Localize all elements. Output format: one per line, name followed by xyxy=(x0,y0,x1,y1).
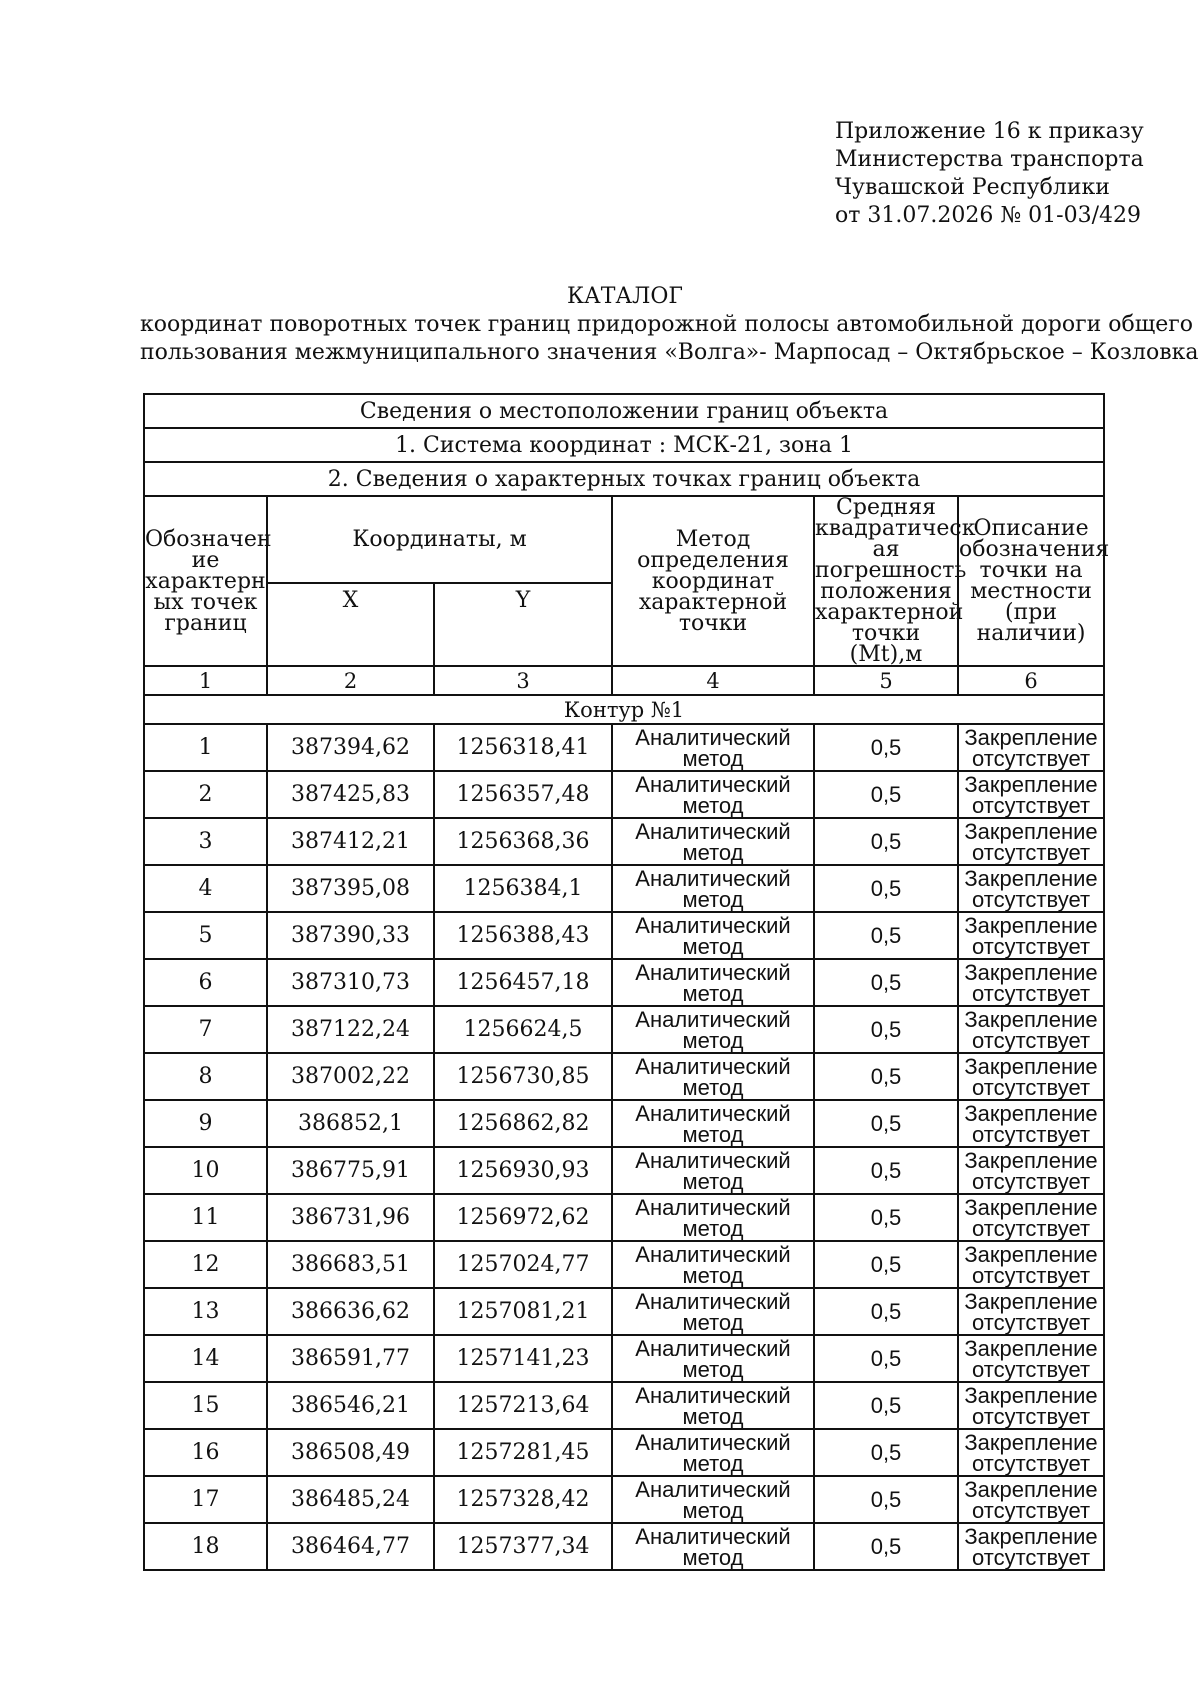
coord-x: 386852,1 xyxy=(267,1100,434,1147)
appendix-line: Приложение 16 к приказу xyxy=(835,119,1144,144)
description-line: Закрепление xyxy=(964,818,1098,844)
table-row xyxy=(144,1335,1104,1382)
method-cell xyxy=(612,1241,814,1288)
table-row xyxy=(144,1429,1104,1476)
header-text: квадратическ xyxy=(815,516,976,541)
header-text: Обозначен xyxy=(145,526,272,552)
table-row xyxy=(144,1476,1104,1523)
coord-system-title: 1. Система координат : МСК-21, зона 1 xyxy=(144,428,1104,462)
method-line: Аналитический xyxy=(635,1053,791,1079)
method-cell xyxy=(612,1100,814,1147)
header-text: Метод xyxy=(675,526,751,552)
method-line: метод xyxy=(682,1215,744,1241)
accuracy-cell: 0,5 xyxy=(814,1147,958,1194)
description-line: Закрепление xyxy=(964,865,1098,891)
method-line: метод xyxy=(682,792,744,818)
method-line: метод xyxy=(682,1121,744,1147)
description-cell xyxy=(958,959,1104,1006)
description-cell xyxy=(958,1147,1104,1194)
point-number: 17 xyxy=(144,1476,267,1523)
coord-x: 387390,33 xyxy=(267,912,434,959)
method-line: Аналитический xyxy=(635,1429,791,1455)
coord-y: 1257328,42 xyxy=(434,1476,612,1523)
table-row xyxy=(144,818,1104,865)
accuracy-cell: 0,5 xyxy=(814,1100,958,1147)
description-cell xyxy=(958,1382,1104,1429)
method-line: метод xyxy=(682,933,744,959)
coord-x: 386546,21 xyxy=(267,1382,434,1429)
accuracy-cell: 0,5 xyxy=(814,771,958,818)
method-cell xyxy=(612,1053,814,1100)
description-cell xyxy=(958,1053,1104,1100)
accuracy-cell: 0,5 xyxy=(814,865,958,912)
method-line: Аналитический xyxy=(635,959,791,985)
method-line: Аналитический xyxy=(635,1335,791,1361)
coord-y: 1257281,45 xyxy=(434,1429,612,1476)
description-line: Закрепление xyxy=(964,1476,1098,1502)
method-cell xyxy=(612,1288,814,1335)
point-number: 13 xyxy=(144,1288,267,1335)
description-line: Закрепление xyxy=(964,1288,1098,1314)
description-line: отсутствует xyxy=(972,1168,1091,1194)
header-text: ых точек xyxy=(153,589,258,615)
description-line: отсутствует xyxy=(972,1497,1091,1523)
method-line: метод xyxy=(682,1497,744,1523)
method-line: Аналитический xyxy=(635,724,791,750)
method-line: метод xyxy=(682,1544,744,1570)
coord-x: 386485,24 xyxy=(267,1476,434,1523)
document-subtitle-line: пользования межмуниципального значения «Волга»- Марпосад – Октябрьское – Козловка xyxy=(140,340,1199,365)
method-line: метод xyxy=(682,1027,744,1053)
accuracy-cell: 0,5 xyxy=(814,1523,958,1570)
description-line: Закрепление xyxy=(964,1194,1098,1220)
description-cell xyxy=(958,1006,1104,1053)
accuracy-cell: 0,5 xyxy=(814,1194,958,1241)
description-line: Закрепление xyxy=(964,1429,1098,1455)
header-text: границ xyxy=(164,610,247,636)
method-line: Аналитический xyxy=(635,1476,791,1502)
method-line: Аналитический xyxy=(635,1382,791,1408)
point-number: 7 xyxy=(144,1006,267,1053)
header-text: определения xyxy=(637,547,789,573)
column-number: 4 xyxy=(612,666,814,695)
header-text: (при xyxy=(1005,600,1058,625)
description-cell xyxy=(958,1476,1104,1523)
header-text: наличии) xyxy=(976,621,1086,646)
appendix-line: Министерства транспорта xyxy=(835,147,1144,172)
coord-y: 1257081,21 xyxy=(434,1288,612,1335)
header-text: Описание xyxy=(973,516,1089,541)
accuracy-cell: 0,5 xyxy=(814,1053,958,1100)
description-cell xyxy=(958,1194,1104,1241)
column-number: 3 xyxy=(434,666,612,695)
method-line: метод xyxy=(682,1262,744,1288)
method-line: Аналитический xyxy=(635,1241,791,1267)
description-line: отсутствует xyxy=(972,933,1091,959)
header-text: координат xyxy=(651,568,775,594)
method-line: Аналитический xyxy=(635,1006,791,1032)
point-number: 18 xyxy=(144,1523,267,1570)
table-row xyxy=(144,724,1104,771)
method-line: метод xyxy=(682,1309,744,1335)
header-text: характерной точки xyxy=(638,589,788,636)
description-cell xyxy=(958,818,1104,865)
method-cell xyxy=(612,724,814,771)
coord-x: 386731,96 xyxy=(267,1194,434,1241)
method-cell xyxy=(612,1147,814,1194)
accuracy-cell: 0,5 xyxy=(814,912,958,959)
method-line: Аналитический xyxy=(635,1147,791,1173)
section-title: Сведения о местоположении границ объекта xyxy=(144,394,1104,428)
point-number: 12 xyxy=(144,1241,267,1288)
point-number: 9 xyxy=(144,1100,267,1147)
appendix-block xyxy=(835,118,1144,230)
coord-x: 387310,73 xyxy=(267,959,434,1006)
header-text: характерной xyxy=(815,600,964,625)
point-number: 3 xyxy=(144,818,267,865)
table-row xyxy=(144,959,1104,1006)
coord-y: 1256457,18 xyxy=(434,959,612,1006)
accuracy-cell: 0,5 xyxy=(814,1335,958,1382)
coord-y: 1256730,85 xyxy=(434,1053,612,1100)
header-text: точки на xyxy=(979,558,1083,583)
table-row xyxy=(144,912,1104,959)
point-number: 5 xyxy=(144,912,267,959)
coord-x: 387412,21 xyxy=(267,818,434,865)
description-cell xyxy=(958,724,1104,771)
table-row xyxy=(144,1147,1104,1194)
header-text: точки (Mt),м xyxy=(849,621,923,667)
description-cell xyxy=(958,1100,1104,1147)
table-row xyxy=(144,1382,1104,1429)
coord-y: 1256357,48 xyxy=(434,771,612,818)
description-line: Закрепление xyxy=(964,959,1098,985)
table-row xyxy=(144,1006,1104,1053)
description-line: отсутствует xyxy=(972,839,1091,865)
description-line: Закрепление xyxy=(964,771,1098,797)
method-line: Аналитический xyxy=(635,771,791,797)
description-line: отсутствует xyxy=(972,1356,1091,1382)
document-heading xyxy=(140,283,1199,367)
method-line: метод xyxy=(682,745,744,771)
description-line: отсутствует xyxy=(972,1027,1091,1053)
coord-y: 1256862,82 xyxy=(434,1100,612,1147)
header-y: Y xyxy=(434,583,612,666)
coord-y: 1256318,41 xyxy=(434,724,612,771)
header-text: обозначения xyxy=(959,537,1110,562)
method-line: метод xyxy=(682,1356,744,1382)
method-line: метод xyxy=(682,1074,744,1100)
point-number: 2 xyxy=(144,771,267,818)
coord-y: 1256624,5 xyxy=(434,1006,612,1053)
appendix-line: Чувашской Республики xyxy=(835,175,1110,200)
coord-x: 387394,62 xyxy=(267,724,434,771)
coord-x: 386464,77 xyxy=(267,1523,434,1570)
accuracy-cell: 0,5 xyxy=(814,1382,958,1429)
accuracy-cell: 0,5 xyxy=(814,818,958,865)
method-line: Аналитический xyxy=(635,1288,791,1314)
coord-x: 387395,08 xyxy=(267,865,434,912)
header-description xyxy=(958,496,1110,666)
point-number: 11 xyxy=(144,1194,267,1241)
header-text: характерн xyxy=(145,568,266,594)
description-cell xyxy=(958,912,1104,959)
description-line: Закрепление xyxy=(964,1100,1098,1126)
method-line: Аналитический xyxy=(635,1523,791,1549)
method-line: Аналитический xyxy=(635,912,791,938)
description-line: Закрепление xyxy=(964,1382,1098,1408)
document-subtitle-line: координат поворотных точек границ придорожной полосы автомобильной дороги общего xyxy=(140,312,1194,337)
header-coordinates: Координаты, м xyxy=(267,496,612,583)
header-text: погрешность xyxy=(815,558,967,583)
header-text: ие xyxy=(191,547,220,573)
method-cell xyxy=(612,818,814,865)
coord-y: 1256384,1 xyxy=(434,865,612,912)
point-number: 10 xyxy=(144,1147,267,1194)
description-line: Закрепление xyxy=(964,912,1098,938)
description-line: отсутствует xyxy=(972,1262,1091,1288)
header-text: Средняя xyxy=(836,495,936,520)
method-cell xyxy=(612,1006,814,1053)
description-line: отсутствует xyxy=(972,886,1091,912)
description-line: отсутствует xyxy=(972,1121,1091,1147)
accuracy-cell: 0,5 xyxy=(814,1429,958,1476)
method-line: метод xyxy=(682,980,744,1006)
table-row xyxy=(144,1523,1104,1570)
coord-x: 387425,83 xyxy=(267,771,434,818)
contour-label: Контур №1 xyxy=(144,695,1104,724)
method-cell xyxy=(612,1194,814,1241)
method-line: Аналитический xyxy=(635,1194,791,1220)
header-text: положения xyxy=(820,579,952,604)
description-line: Закрепление xyxy=(964,1523,1098,1549)
description-line: Закрепление xyxy=(964,724,1098,750)
method-cell xyxy=(612,1382,814,1429)
method-cell xyxy=(612,1429,814,1476)
column-number: 6 xyxy=(958,666,1104,695)
column-number: 2 xyxy=(267,666,434,695)
header-method xyxy=(612,496,814,666)
description-cell xyxy=(958,1523,1104,1570)
description-cell xyxy=(958,865,1104,912)
point-number: 14 xyxy=(144,1335,267,1382)
coordinates-catalog-table xyxy=(143,393,1110,1571)
appendix-line: от 31.07.2026 № 01-03/429 xyxy=(835,203,1142,228)
coord-x: 386683,51 xyxy=(267,1241,434,1288)
method-line: метод xyxy=(682,1403,744,1429)
coord-y: 1256388,43 xyxy=(434,912,612,959)
coord-y: 1256972,62 xyxy=(434,1194,612,1241)
coord-y: 1257213,64 xyxy=(434,1382,612,1429)
accuracy-cell: 0,5 xyxy=(814,1476,958,1523)
description-line: Закрепление xyxy=(964,1335,1098,1361)
description-line: отсутствует xyxy=(972,1403,1091,1429)
coord-y: 1257024,77 xyxy=(434,1241,612,1288)
coord-x: 387122,24 xyxy=(267,1006,434,1053)
accuracy-cell: 0,5 xyxy=(814,724,958,771)
description-line: отсутствует xyxy=(972,745,1091,771)
coord-x: 386508,49 xyxy=(267,1429,434,1476)
method-cell xyxy=(612,771,814,818)
method-cell xyxy=(612,1523,814,1570)
point-number: 16 xyxy=(144,1429,267,1476)
accuracy-cell: 0,5 xyxy=(814,1241,958,1288)
description-line: Закрепление xyxy=(964,1053,1098,1079)
header-accuracy xyxy=(814,495,976,667)
header-x: X xyxy=(267,583,434,666)
document-title: КАТАЛОГ xyxy=(567,284,683,309)
description-line: отсутствует xyxy=(972,1450,1091,1476)
coord-y: 1256368,36 xyxy=(434,818,612,865)
table-row xyxy=(144,771,1104,818)
point-number: 4 xyxy=(144,865,267,912)
method-line: Аналитический xyxy=(635,865,791,891)
description-cell xyxy=(958,771,1104,818)
method-line: метод xyxy=(682,886,744,912)
method-cell xyxy=(612,865,814,912)
coord-x: 387002,22 xyxy=(267,1053,434,1100)
description-line: отсутствует xyxy=(972,1309,1091,1335)
description-line: Закрепление xyxy=(964,1147,1098,1173)
method-cell xyxy=(612,1476,814,1523)
description-line: отсутствует xyxy=(972,792,1091,818)
coord-y: 1257141,23 xyxy=(434,1335,612,1382)
description-line: отсутствует xyxy=(972,980,1091,1006)
point-number: 6 xyxy=(144,959,267,1006)
description-cell xyxy=(958,1429,1104,1476)
column-number: 1 xyxy=(144,666,267,695)
table-row xyxy=(144,1194,1104,1241)
method-line: Аналитический xyxy=(635,1100,791,1126)
coord-y: 1257377,34 xyxy=(434,1523,612,1570)
description-line: Закрепление xyxy=(964,1006,1098,1032)
coord-x: 386775,91 xyxy=(267,1147,434,1194)
description-cell xyxy=(958,1288,1104,1335)
header-text: местности xyxy=(970,579,1092,604)
points-title: 2. Сведения о характерных точках границ объекта xyxy=(144,462,1104,496)
coord-x: 386591,77 xyxy=(267,1335,434,1382)
description-line: отсутствует xyxy=(972,1215,1091,1241)
point-number: 15 xyxy=(144,1382,267,1429)
point-number: 1 xyxy=(144,724,267,771)
method-cell xyxy=(612,959,814,1006)
description-cell xyxy=(958,1241,1104,1288)
table-row xyxy=(144,1100,1104,1147)
coord-x: 386636,62 xyxy=(267,1288,434,1335)
method-line: метод xyxy=(682,1168,744,1194)
method-line: метод xyxy=(682,839,744,865)
table-row xyxy=(144,865,1104,912)
method-line: метод xyxy=(682,1450,744,1476)
table-row xyxy=(144,1241,1104,1288)
accuracy-cell: 0,5 xyxy=(814,959,958,1006)
method-cell xyxy=(612,912,814,959)
description-line: отсутствует xyxy=(972,1074,1091,1100)
header-text: ая xyxy=(872,537,900,562)
accuracy-cell: 0,5 xyxy=(814,1288,958,1335)
table-row xyxy=(144,1288,1104,1335)
column-number: 5 xyxy=(814,666,958,695)
method-line: Аналитический xyxy=(635,818,791,844)
accuracy-cell: 0,5 xyxy=(814,1006,958,1053)
description-line: отсутствует xyxy=(972,1544,1091,1570)
coord-y: 1256930,93 xyxy=(434,1147,612,1194)
description-cell xyxy=(958,1335,1104,1382)
description-line: Закрепление xyxy=(964,1241,1098,1267)
header-designation xyxy=(144,496,272,666)
point-number: 8 xyxy=(144,1053,267,1100)
table-row xyxy=(144,1053,1104,1100)
method-cell xyxy=(612,1335,814,1382)
